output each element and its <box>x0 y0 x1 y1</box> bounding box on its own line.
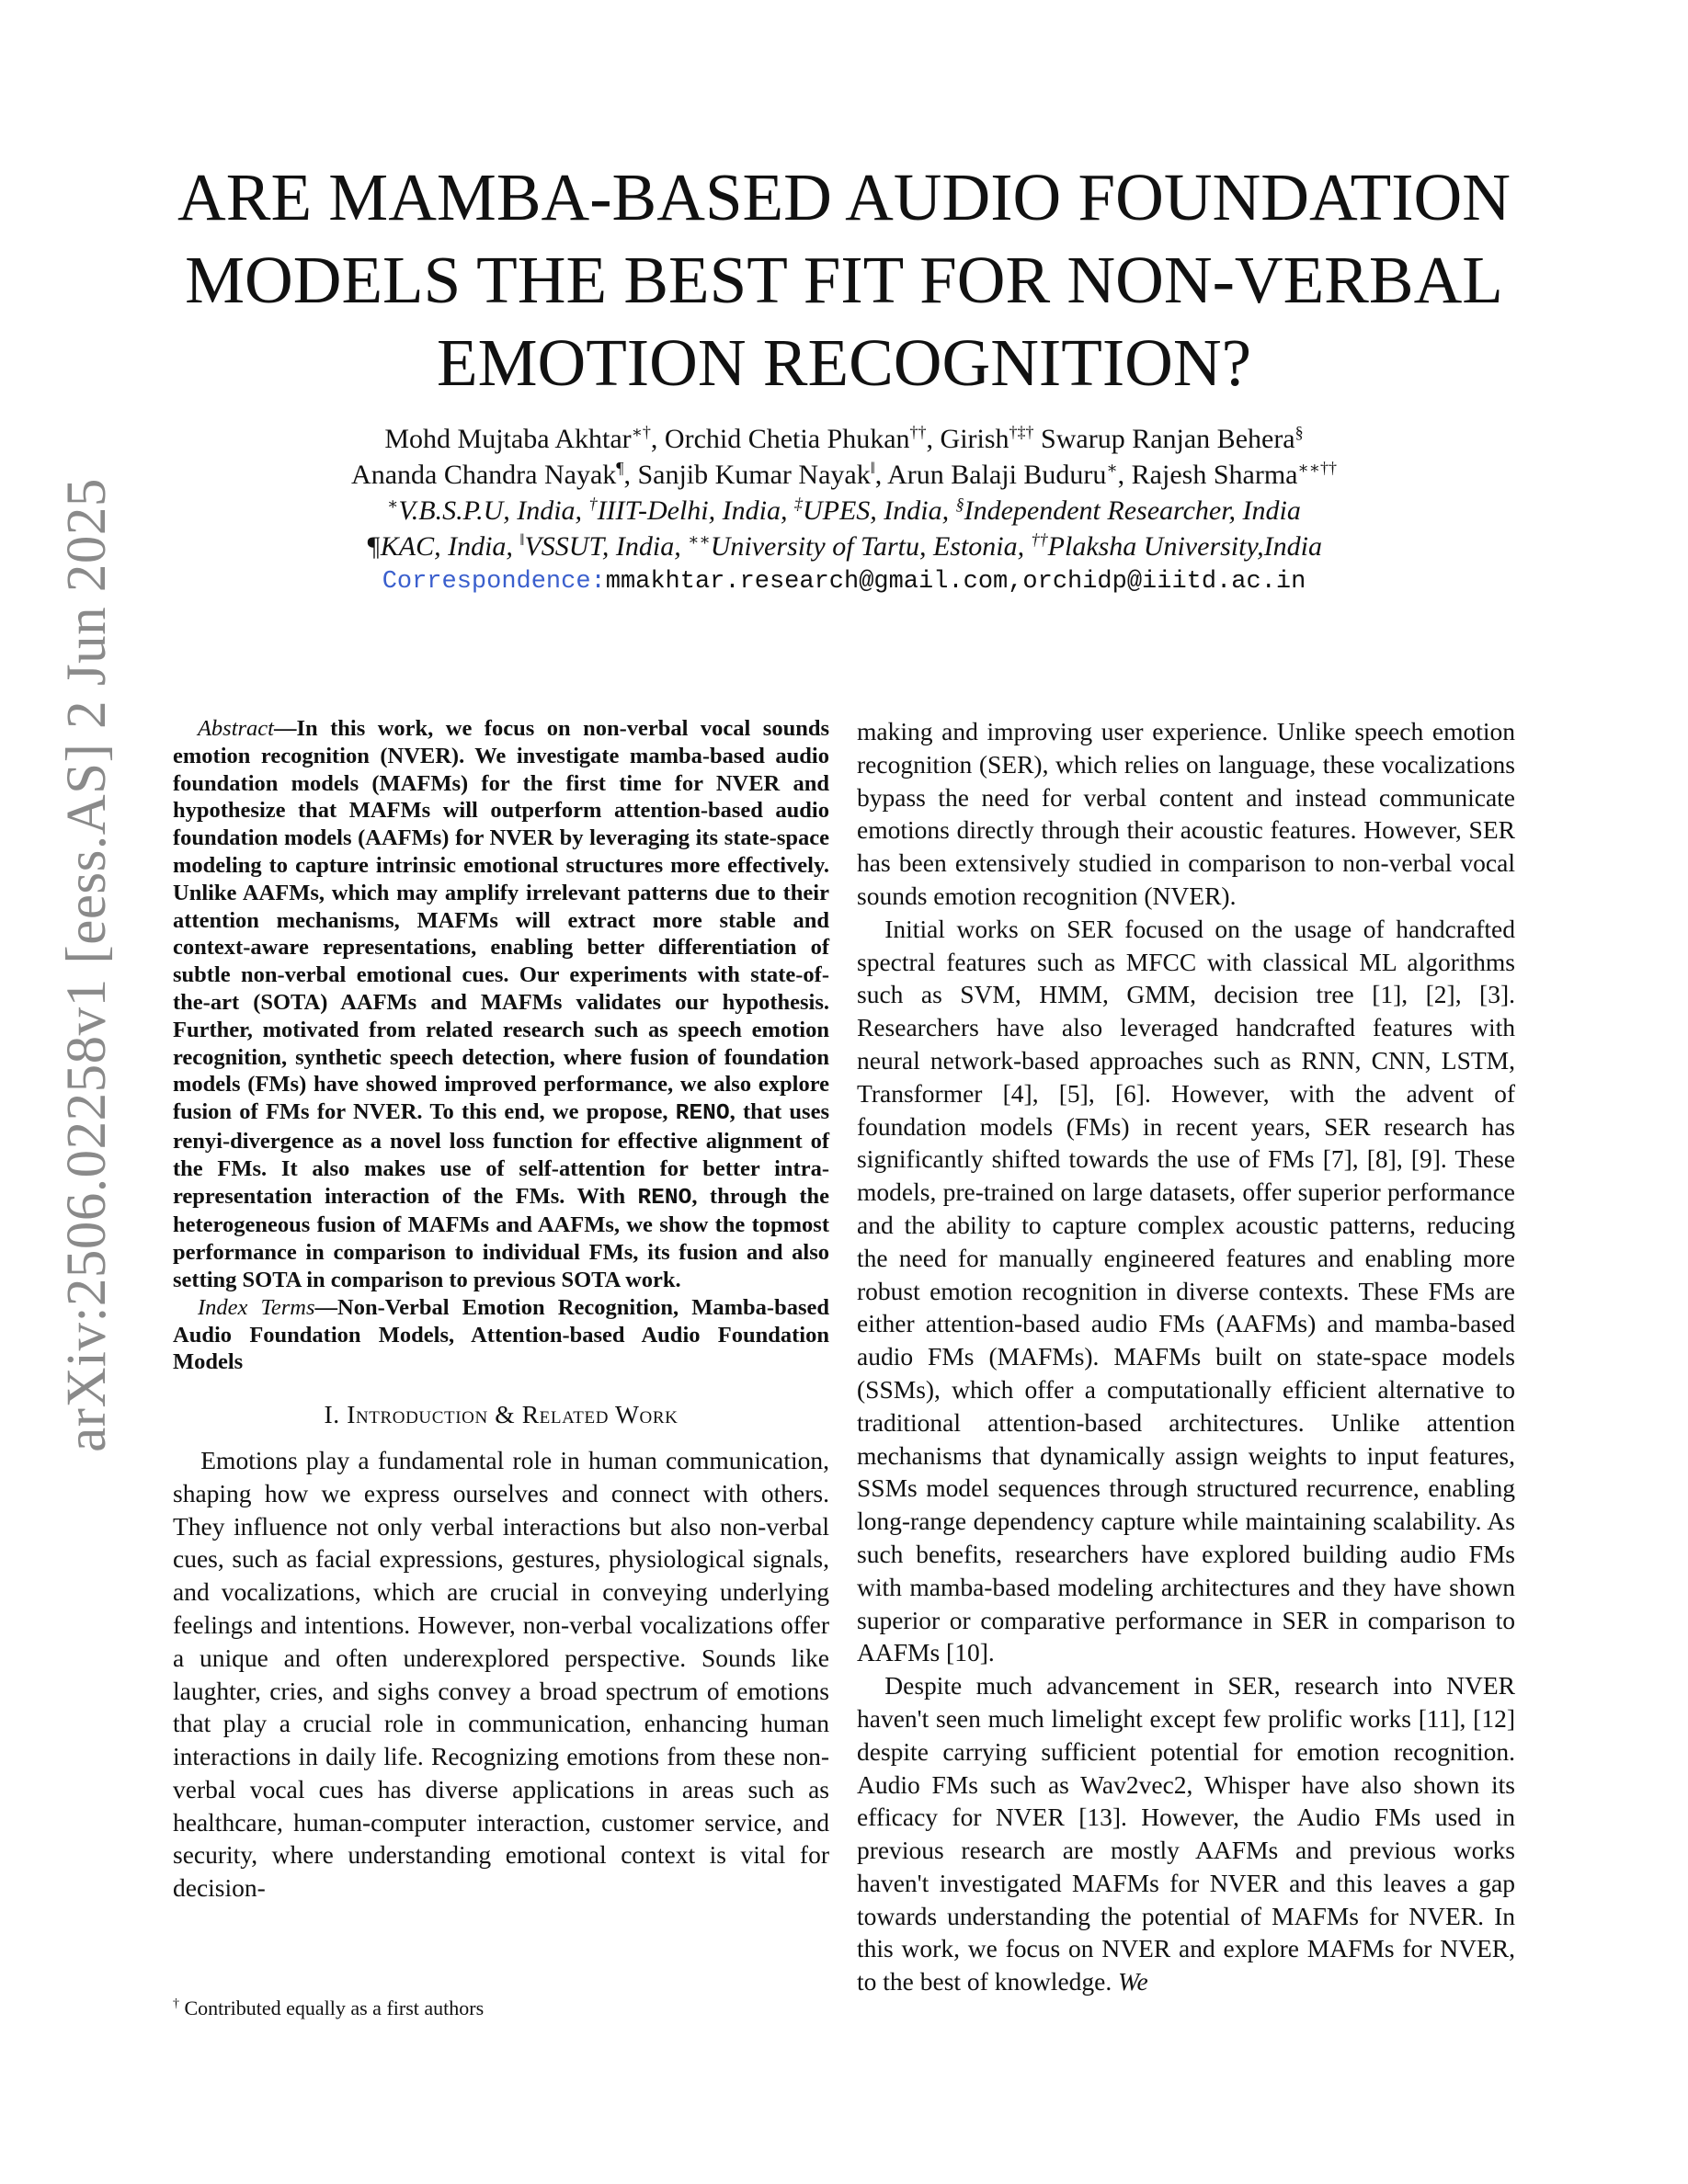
affiliation-mark: † <box>588 495 598 513</box>
author-mark: ¶ <box>616 459 624 477</box>
affiliation-line-1 <box>0 493 1688 529</box>
body-paragraph: making and improving user experience. Unlike speech emotion recognition (SER), which relies on language, these vocalizations bypass the need for verbal content and instead communicate emotions directly through their acoustic features. However, SER has been extensively studied in comparison to non-verbal vocal sounds emotion recognition (NVER). <box>857 717 1515 910</box>
affiliation-name: University of Tartu, Estonia, <box>710 531 1032 562</box>
affiliation-name: UPES, India, <box>802 495 956 526</box>
title-line-3: EMOTION RECOGNITION? <box>437 325 1251 400</box>
abstract <box>173 715 829 1294</box>
affiliation-mark: ‡ <box>793 495 803 513</box>
affiliation-name: KAC, India, <box>380 531 520 562</box>
arxiv-identifier-stamp: arXiv:2506.02258v1 [eess.AS] 2 Jun 2025 <box>56 478 118 1452</box>
author-name: Ananda Chandra Nayak <box>351 460 617 490</box>
affiliation-mark: ‖ <box>519 530 525 549</box>
body-paragraph: Initial works on SER focused on the usage of handcrafted spectral features such as MFCC with classical ML algorithms such as SVM, HMM, GMM, decision tree [1], [2], [3]. Researchers have also leveraged handcrafted features with neural network-based approaches such as RNN, CNN, LSTM, Transformer [4], [5], [6]. However, with the advent of foundation models (FMs) in recent years, SER research has significantly shifted towards the use of FMs [7], [8], [9]. These models, pre-trained on large datasets, offer superior performance and the ability to capture complex acoustic patterns, reducing the need for manually engineered features and enabling more robust emotion recognition in diverse contexts. These FMs are either attention-based audio FMs (AAFMs) and mamba-based audio FMs (MAFMs). MAFMs built on state-space models (SSMs), which offer a computationally efficient alternative to traditional attention-based architectures. Unlike attention mechanisms that dynamically assign weights to input features, SSMs model sequences through structured recurrence, enabling long-range dependency capture while maintaining scalability. As such benefits, researchers have explored building audio FMs with mamba-based modeling architectures and they have shown superior or comparative performance in SER in comparison to AAFMs [10]. <box>857 914 1515 1667</box>
emphasis-text: We <box>1118 1967 1148 1996</box>
abstract-text: —In this work, we focus on non-verbal vocal sounds emotion recognition (NVER). We investigate mamba-based audio foundation models (MAFMs) for the first time for NVER and hypothesize that MAFMs will outperform attention-based audio foundation models (AAFMs) for NVER by leveraging its state-space modeling to capture intrinsic emotional structures more effectively. Unlike AAFMs, which may amplify irrelevant patterns due to their attention mechanisms, MAFMs will extract more stable and context-aware representations, enabling better differentiation of subtle non-verbal emotional cues. Our experiments with state-of-the-art (SOTA) AAFMs and MAFMs validates our hypothesis. Further, motivated from related research such as speech emotion recognition, synthetic speech detection, where fusion of foundation models (FMs) have showed improved performance, we also explore fusion of FMs for NVER. To this end, we propose, <box>173 716 829 1125</box>
index-terms-text: —Non-Verbal Emotion Recognition, Mamba-based Audio Foundation Models, Attention-based Audio Foundation Models <box>173 1294 829 1375</box>
author-mark: ∗ <box>1106 459 1118 477</box>
author-name: , Girish <box>926 424 1009 454</box>
body-paragraph-text: Despite much advancement in SER, research into NVER haven't seen much limelight except few prolific works [11], [12] despite carrying sufficient potential for emotion recognition. Audio FMs such as Wav2vec2, Whisper have also shown its efficacy for NVER [13]. However, the Audio FMs used in previous research are mostly AAFMs and previous works haven't investigated MAFMs for NVER and this leaves a gap towards understanding the potential of MAFMs for NVER. In this work, we focus on NVER and explore MAFMs for NVER, to the best of knowledge. <box>857 1671 1515 1996</box>
author-name: Mohd Mujtaba Akhtar <box>384 424 632 454</box>
title-line-1: ARE MAMBA-BASED AUDIO FOUNDATION <box>177 160 1511 234</box>
author-name: , Sanjib Kumar Nayak <box>623 460 871 490</box>
section-heading <box>173 1398 829 1431</box>
author-mark: ‖ <box>870 459 875 477</box>
affiliation-name: VSSUT, India, <box>524 531 689 562</box>
author-mark: †‡† <box>1009 423 1034 441</box>
index-terms-label: Index Terms <box>197 1294 315 1320</box>
abstract-label: Abstract <box>197 716 274 741</box>
method-name: RENO <box>675 1101 730 1127</box>
author-mark: § <box>1295 423 1304 441</box>
author-mark: †† <box>909 423 927 441</box>
title-line-2: MODELS THE BEST FIT FOR NON-VERBAL <box>185 243 1503 317</box>
affiliation-line-2 <box>0 529 1688 564</box>
affiliation-name: Plaksha University,India <box>1047 531 1322 562</box>
footnote-text: Contributed equally as a first authors <box>179 1996 485 2019</box>
method-name: RENO <box>637 1185 692 1211</box>
correspondence-label: Correspondence: <box>382 568 606 596</box>
author-name: , Arun Balaji Buduru <box>874 460 1107 490</box>
correspondence-emails: mmakhtar.research@gmail.com,orchidp@iiitd.ac.in <box>605 568 1306 596</box>
correspondence-line <box>0 564 1688 600</box>
index-terms <box>173 1294 829 1376</box>
body-paragraph <box>857 1669 1515 1998</box>
author-block <box>0 421 1688 600</box>
footnote <box>173 1996 484 2020</box>
affiliation-mark: ¶ <box>366 531 381 562</box>
abstract-text: , that uses renyi-divergence as a novel loss function for effective alignment of the FMs. It also makes use of self-attention for better intra-representation interaction of the FMs. With <box>173 1099 830 1209</box>
author-mark: ∗∗†† <box>1297 459 1337 477</box>
footnote-mark: † <box>173 1996 179 2011</box>
author-line-2 <box>0 457 1688 493</box>
body-paragraph: Emotions play a fundamental role in human communication, shaping how we express ourselves and connect with others. They influence not only verbal interactions but also non-verbal cues, such as facial expressions, gestures, physiological signals, and vocalizations, which are crucial in conveying underlying feelings and intentions. However, non-verbal vocalizations offer a unique and often underexplored perspective. Sounds like laughter, cries, and sighs convey a broad spectrum of emotions that play a crucial role in communication, enhancing human interactions in daily life. Recognizing emotions from these non-verbal vocal cues has diverse applications in areas such as healthcare, human-computer interaction, customer service, and security, where understanding emotional context is vital for decision- <box>173 1445 829 1903</box>
affiliation-mark: § <box>955 495 964 513</box>
paper-title <box>0 156 1688 404</box>
affiliation-name: IIIT-Delhi, India, <box>597 495 794 526</box>
author-mark: ∗† <box>631 423 651 441</box>
affiliation-mark: ∗ <box>387 495 399 513</box>
section-heading-text: I. Introduction & Related Work <box>324 1400 679 1429</box>
author-name: , Rajesh Sharma <box>1117 460 1298 490</box>
affiliation-mark: ∗∗ <box>688 530 711 549</box>
affiliation-mark: †† <box>1031 530 1048 549</box>
left-column <box>173 715 829 1905</box>
abstract-text: , through the heterogeneous fusion of MAFMs and AAFMs, we show the topmost performance in comparison to individual FMs, its fusion and also setting SOTA in comparison to previous SOTA work. <box>173 1183 829 1292</box>
affiliation-name: V.B.S.P.U, India, <box>398 495 589 526</box>
right-column <box>857 715 1515 1998</box>
author-name: , Orchid Chetia Phukan <box>650 424 910 454</box>
author-name: Swarup Ranjan Behera <box>1033 424 1295 454</box>
affiliation-name: Independent Researcher, India <box>964 495 1301 526</box>
author-line-1 <box>0 421 1688 457</box>
